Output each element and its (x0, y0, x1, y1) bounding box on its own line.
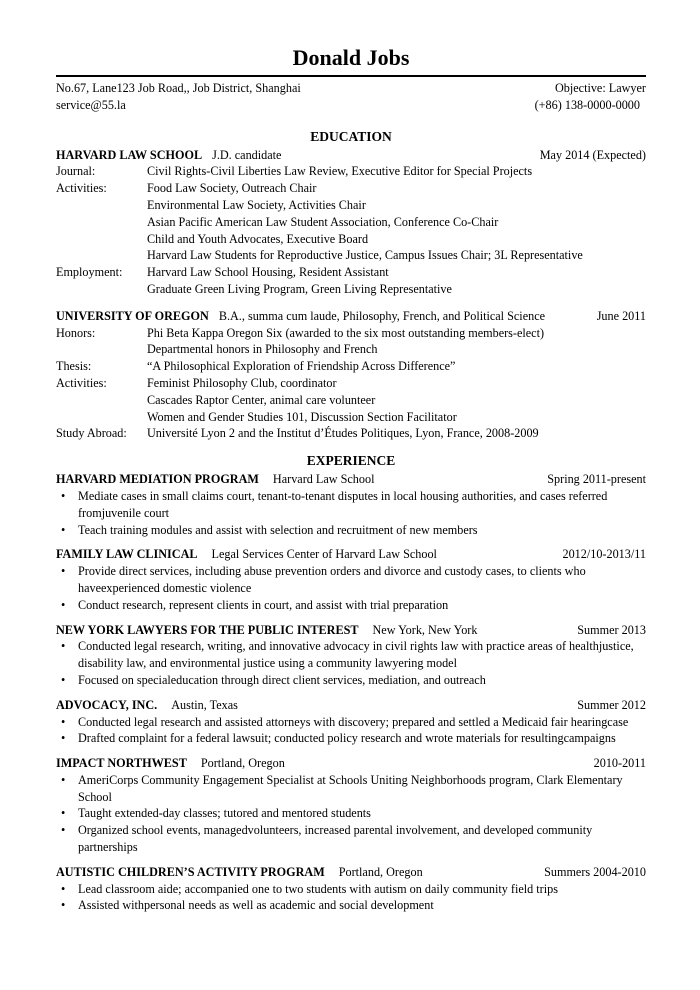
job-organization: IMPACT NORTHWEST (56, 756, 187, 771)
detail-label (56, 247, 147, 264)
detail-value: Environmental Law Society, Activities Chair (147, 197, 366, 212)
detail-value: Civil Rights-Civil Liberties Law Review, Executive Editor for Special Projects (147, 164, 533, 179)
detail-value: Harvard Law Students for Reproductive Justice, Campus Issues Chair; 3L Representative (147, 248, 583, 263)
detail-value: Cascades Raptor Center, animal care volunteer (147, 392, 376, 407)
contact-row-2 (56, 97, 646, 114)
detail-label (56, 392, 147, 409)
detail-label (56, 197, 147, 214)
address: No.67, Lane123 Job Road,, Job District, Shanghai (56, 81, 301, 95)
contact-block (56, 75, 646, 114)
school-detail-row (56, 281, 646, 298)
job-header-left (56, 697, 238, 714)
resume-page (56, 44, 646, 922)
school-detail-row (56, 409, 646, 426)
education-section (56, 147, 646, 443)
job-date: 2012/10-2013/11 (562, 547, 646, 562)
phone: (+86) 138-0000-0000 (534, 97, 640, 112)
job-header (56, 471, 646, 488)
experience-section (56, 471, 646, 914)
job-bullets (56, 714, 646, 748)
job-block (56, 697, 646, 747)
school-block (56, 147, 646, 298)
job-organization: FAMILY LAW CLINICAL (56, 547, 198, 562)
job-bullet: • Assisted withpersonal needs as well as academic and social development (56, 897, 646, 914)
job-organization: AUTISTIC CHILDREN’S ACTIVITY PROGRAM (56, 864, 325, 879)
detail-value: “A Philosophical Exploration of Friendship Across Difference” (147, 359, 456, 374)
detail-label: Thesis: (56, 359, 92, 374)
candidate-name: Donald Jobs (292, 45, 410, 70)
detail-value: Harvard Law School Housing, Resident Assistant (147, 265, 389, 280)
job-header (56, 546, 646, 563)
detail-label (56, 409, 147, 426)
job-bullet: • Teach training modules and assist with selection and recruitment of new members (56, 522, 646, 539)
detail-value: Feminist Philosophy Club, coordinator (147, 375, 337, 390)
school-detail-row (56, 231, 646, 248)
job-organization: HARVARD MEDIATION PROGRAM (56, 472, 259, 487)
job-block (56, 546, 646, 613)
detail-label: Activities: (56, 181, 107, 196)
job-date: Summer 2012 (577, 697, 646, 712)
school-header (56, 308, 646, 325)
school-detail-row (56, 214, 646, 231)
job-bullet: • Drafted complaint for a federal lawsuit; conducted policy research and wrote materials for resultingcampaigns (56, 730, 646, 747)
job-block (56, 622, 646, 689)
job-header-left (56, 755, 285, 772)
job-block (56, 755, 646, 856)
detail-label (56, 214, 147, 231)
job-date: Spring 2011-present (547, 472, 646, 487)
detail-value: Departmental honors in Philosophy and French (147, 342, 378, 357)
job-location: Harvard Law School (272, 472, 375, 487)
school-block (56, 308, 646, 442)
job-bullet: • Focused on specialeducation through direct client services, mediation, and outreach (56, 672, 646, 689)
job-location: Portland, Oregon (200, 756, 285, 771)
school-date: May 2014 (Expected) (539, 147, 646, 162)
school-detail-row (56, 392, 646, 409)
job-bullet: • Taught extended-day classes; tutored and mentored students (56, 805, 646, 822)
school-detail-row (56, 264, 646, 281)
job-bullets (56, 881, 646, 915)
job-bullet: • Conducted legal research and assisted attorneys with discovery; prepared and settled a Medicaid fair hearingcase (56, 714, 646, 731)
job-bullet: • AmeriCorps Community Engagement Specialist at Schools Uniting Neighborhoods program, Clark Elementary School (56, 772, 646, 806)
detail-value: Université Lyon 2 and the Institut d’Études Politiques, Lyon, France, 2008-2009 (147, 426, 539, 441)
email: service@55.la (56, 97, 126, 112)
job-header (56, 864, 646, 881)
job-bullets (56, 563, 646, 613)
job-bullets (56, 772, 646, 856)
job-block (56, 864, 646, 914)
school-detail-row (56, 325, 646, 342)
school-detail-row (56, 163, 646, 180)
job-header-left (56, 622, 477, 639)
job-bullet: • Conduct research, represent clients in court, and assist with trial preparation (56, 597, 646, 614)
job-bullet: • Organized school events, managedvolunteers, increased parental involvement, and developed community partnerships (56, 822, 646, 856)
school-detail-row (56, 341, 646, 358)
school-date: June 2011 (596, 308, 646, 323)
detail-label: Study Abroad: (56, 426, 127, 441)
job-date: Summer 2013 (577, 622, 646, 637)
contact-row-1 (56, 80, 646, 97)
detail-label: Activities: (56, 375, 107, 390)
school-header-left (56, 308, 545, 325)
detail-value: Graduate Green Living Program, Green Living Representative (147, 281, 452, 296)
job-location: New York, New York (372, 622, 478, 637)
job-bullet: • Lead classroom aide; accompanied one to two students with autism on daily community field trips (56, 881, 646, 898)
job-header-left (56, 471, 374, 488)
detail-label: Employment: (56, 265, 123, 280)
school-name: UNIVERSITY OF OREGON (56, 308, 209, 323)
job-date: Summers 2004-2010 (544, 864, 646, 879)
experience-title: EXPERIENCE (306, 453, 396, 469)
job-header (56, 622, 646, 639)
detail-value: Food Law Society, Outreach Chair (147, 181, 317, 196)
school-header-left (56, 147, 281, 164)
objective: Objective: Lawyer (554, 81, 646, 95)
detail-label: Journal: (56, 164, 96, 179)
school-detail-row (56, 375, 646, 392)
job-bullet: • Conducted legal research, writing, and innovative advocacy in civil rights law with practice areas of healthjustice, disability law, and environmental justice using a community lawyering model (56, 638, 646, 672)
job-date: 2010-2011 (593, 756, 646, 771)
job-header (56, 755, 646, 772)
job-header-left (56, 864, 423, 881)
job-location: Portland, Oregon (338, 864, 423, 879)
job-header-left (56, 546, 437, 563)
school-detail-row (56, 197, 646, 214)
detail-value: Phi Beta Kappa Oregon Six (awarded to the six most outstanding members-elect) (147, 325, 545, 340)
detail-value: Asian Pacific American Law Student Association, Conference Co-Chair (147, 214, 499, 229)
job-bullets (56, 638, 646, 688)
job-header (56, 697, 646, 714)
school-header (56, 147, 646, 164)
job-block (56, 471, 646, 538)
detail-label (56, 281, 147, 298)
school-detail-row (56, 247, 646, 264)
detail-value: Child and Youth Advocates, Executive Board (147, 231, 369, 246)
job-location: Legal Services Center of Harvard Law School (211, 547, 437, 562)
school-degree: J.D. candidate (212, 147, 282, 162)
job-bullets (56, 488, 646, 538)
detail-label (56, 231, 147, 248)
job-organization: ADVOCACY, INC. (56, 697, 158, 712)
job-location: Austin, Texas (171, 697, 238, 712)
detail-label: Honors: (56, 325, 96, 340)
school-detail-row (56, 425, 646, 442)
job-bullet: • Mediate cases in small claims court, tenant-to-tenant disputes in local housing authorities, and cases referred fromjuvenile court (56, 488, 646, 522)
job-bullet: • Provide direct services, including abuse prevention orders and divorce and custody cases, to clients who haveexperienced domestic violence (56, 563, 646, 597)
school-detail-row (56, 358, 646, 375)
education-title: EDUCATION (310, 128, 392, 144)
detail-value: Women and Gender Studies 101, Discussion Section Facilitator (147, 409, 457, 424)
school-name: HARVARD LAW SCHOOL (56, 147, 203, 162)
school-detail-row (56, 180, 646, 197)
school-degree: B.A., summa cum laude, Philosophy, French, and Political Science (218, 308, 546, 323)
job-organization: NEW YORK LAWYERS FOR THE PUBLIC INTEREST (56, 622, 359, 637)
detail-label (56, 341, 147, 358)
